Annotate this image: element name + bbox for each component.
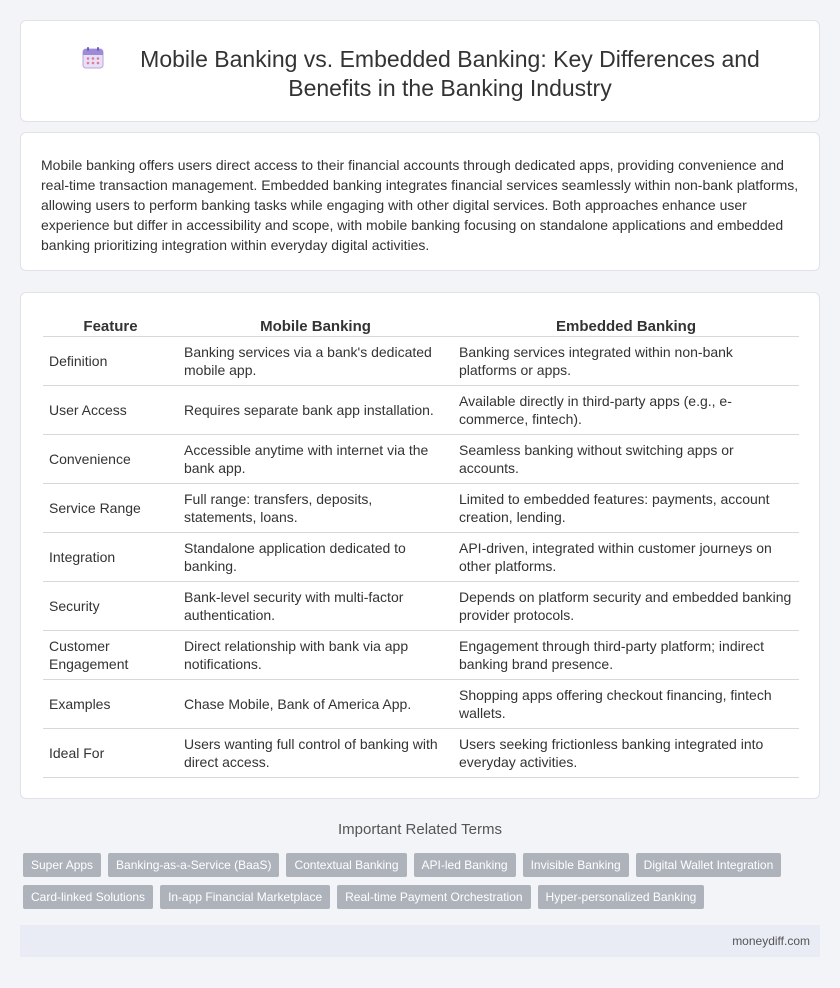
comparison-card <box>20 292 820 799</box>
table-row <box>43 336 799 385</box>
table-row <box>43 581 799 630</box>
mobile-cell: Bank-level security with multi-factor authentication. <box>178 581 453 630</box>
header-feature: Feature <box>43 315 178 336</box>
feature-cell: Ideal For <box>43 728 178 777</box>
header-embedded-banking: Embedded Banking <box>453 315 799 336</box>
feature-cell: Definition <box>43 336 178 385</box>
feature-cell: Service Range <box>43 483 178 532</box>
feature-cell: Security <box>43 581 178 630</box>
embedded-cell: Limited to embedded features: payments, account creation, lending. <box>453 483 799 532</box>
title-card <box>20 20 820 122</box>
tag-digital-wallet-integration[interactable]: Digital Wallet Integration <box>636 853 782 877</box>
related-terms-list <box>23 853 823 917</box>
table-row <box>43 434 799 483</box>
tag-row <box>23 885 823 909</box>
intro-paragraph: Mobile banking offers users direct access to their financial accounts through dedicated apps, providing convenience and real-time transaction management. Embedded banking integrates financial services seamlessly within non-bank platforms, allowing users to perform banking tasks while engaging with other digital services. Both approaches enhance user experience but differ in accessibility and scope, with mobile banking focusing on standalone applications and embedded banking prioritizing integration within everyday digital activities. <box>41 157 799 253</box>
embedded-cell: Shopping apps offering checkout financing, fintech wallets. <box>453 679 799 728</box>
table-row <box>43 630 799 679</box>
mobile-cell: Banking services via a bank's dedicated mobile app. <box>178 336 453 385</box>
feature-cell: Customer Engagement <box>43 630 178 679</box>
embedded-cell: Depends on platform security and embedded banking provider protocols. <box>453 581 799 630</box>
table-row <box>43 532 799 581</box>
tag-super-apps[interactable]: Super Apps <box>23 853 101 877</box>
tag-in-app-financial-marketplace[interactable]: In-app Financial Marketplace <box>160 885 330 909</box>
comparison-table <box>43 315 799 778</box>
tag-invisible-banking[interactable]: Invisible Banking <box>523 853 629 877</box>
tag-real-time-payment-orchestration[interactable]: Real-time Payment Orchestration <box>337 885 530 909</box>
tag-baas[interactable]: Banking-as-a-Service (BaaS) <box>108 853 279 877</box>
mobile-cell: Accessible anytime with internet via the bank app. <box>178 434 453 483</box>
site-name[interactable]: moneydiff.com <box>732 934 810 948</box>
mobile-cell: Standalone application dedicated to banking. <box>178 532 453 581</box>
mobile-cell: Users wanting full control of banking with direct access. <box>178 728 453 777</box>
table-row <box>43 385 799 434</box>
tag-hyper-personalized-banking[interactable]: Hyper-personalized Banking <box>538 885 705 909</box>
table-row <box>43 483 799 532</box>
table-row <box>43 679 799 728</box>
embedded-cell: Engagement through third-party platform; indirect banking brand presence. <box>453 630 799 679</box>
related-terms-title: Important Related Terms <box>338 821 502 838</box>
mobile-cell: Full range: transfers, deposits, statements, loans. <box>178 483 453 532</box>
embedded-cell: Users seeking frictionless banking integrated into everyday activities. <box>453 728 799 777</box>
intro-card <box>20 132 820 271</box>
mobile-cell: Requires separate bank app installation. <box>178 385 453 434</box>
page-title: Mobile Banking vs. Embedded Banking: Key Differences and Benefits in the Banking Industry <box>140 46 760 101</box>
embedded-cell: Seamless banking without switching apps or accounts. <box>453 434 799 483</box>
feature-cell: User Access <box>43 385 178 434</box>
tag-card-linked-solutions[interactable]: Card-linked Solutions <box>23 885 153 909</box>
tag-api-led-banking[interactable]: API-led Banking <box>414 853 516 877</box>
mobile-cell: Chase Mobile, Bank of America App. <box>178 679 453 728</box>
embedded-cell: Available directly in third-party apps (e.g., e-commerce, fintech). <box>453 385 799 434</box>
table-row <box>43 728 799 777</box>
feature-cell: Integration <box>43 532 178 581</box>
header-mobile-banking: Mobile Banking <box>178 315 453 336</box>
embedded-cell: API-driven, integrated within customer journeys on other platforms. <box>453 532 799 581</box>
tag-row <box>23 853 823 877</box>
tag-contextual-banking[interactable]: Contextual Banking <box>286 853 406 877</box>
mobile-cell: Direct relationship with bank via app notifications. <box>178 630 453 679</box>
feature-cell: Convenience <box>43 434 178 483</box>
feature-cell: Examples <box>43 679 178 728</box>
table-header-row <box>43 315 799 336</box>
embedded-cell: Banking services integrated within non-bank platforms or apps. <box>453 336 799 385</box>
footer <box>20 925 820 957</box>
